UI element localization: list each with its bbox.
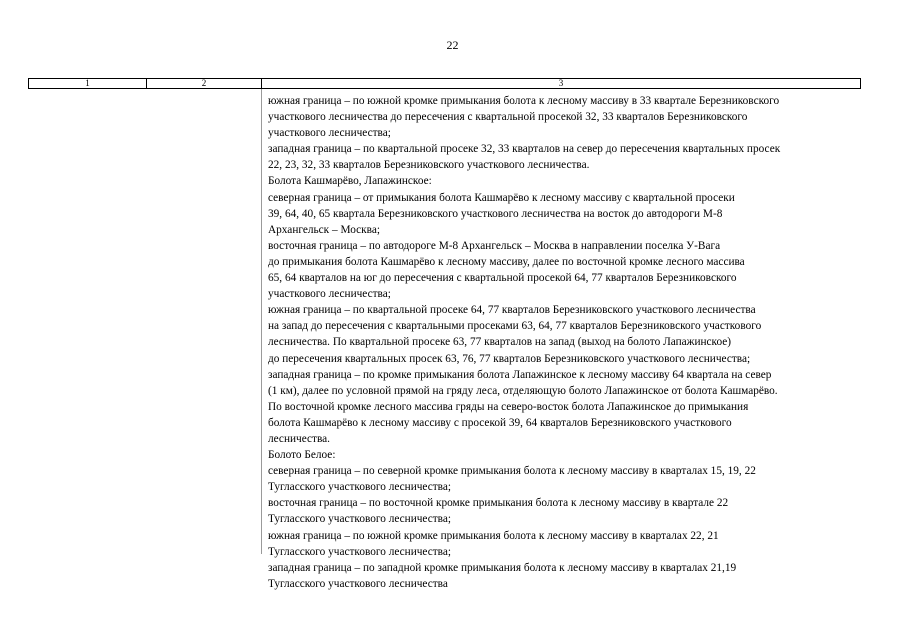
text-line: западная граница – по кромке примыкания болота Лапажинское к лесному массиву 64 квартала на север xyxy=(268,368,772,381)
text-line: до пересечения квартальных просек 63, 76, 77 кварталов Березниковского участкового лесничества; xyxy=(268,352,751,365)
table-header-col-1: 1 xyxy=(29,79,147,88)
text-line: лесничества. По квартальной просеке 63, 77 кварталов на запад (выход на болото Лапажинское) xyxy=(268,336,732,349)
table-header-col-3: 3 xyxy=(558,78,564,88)
page-number: 22 xyxy=(446,38,459,52)
text-line: Тугласского участкового лесничества; xyxy=(268,513,452,526)
text-line: западная граница – по западной кромке примыкания болота к лесному массиву в кварталах 21,19 xyxy=(268,561,737,574)
text-line: Болото Белое: xyxy=(268,449,336,462)
text-line: болота Кашмарёво к лесному массиву с просекой 39, 64 кварталов Березниковского участкового xyxy=(268,416,732,429)
text-line: Архангельск – Москва; xyxy=(268,223,380,236)
text-line: до примыкания болота Кашмарёво к лесному массиву, далее по восточной кромке лесного массива xyxy=(268,255,745,268)
text-line: Тугласского участкового лесничества; xyxy=(268,481,452,494)
text-line: южная граница – по квартальной просеке 64, 77 кварталов Березниковского участкового лесничества xyxy=(268,304,756,317)
text-line: 65, 64 кварталов на юг до пересечения с квартальной просекой 64, 77 кварталов Березниковского xyxy=(268,272,737,285)
text-line: южная граница – по южной кромке примыкания болота к лесному массиву в кварталах 22, 21 xyxy=(268,529,719,542)
text-line: восточная граница – по восточной кромке примыкания болота к лесному массиву в квартале 22 xyxy=(268,497,729,510)
boundary-description-text xyxy=(268,93,863,592)
text-line: участкового лесничества до пересечения с квартальной просекой 32, 33 кварталов Березниковского xyxy=(268,111,748,124)
text-line: участкового лесничества; xyxy=(268,288,391,301)
text-line: лесничества. xyxy=(268,432,330,445)
text-line: (1 км), далее по условной прямой на гряду леса, отделяющую болото Лапажинское от болота Кашмарёво. xyxy=(268,384,778,397)
text-line: Болота Кашмарёво, Лапажинское: xyxy=(268,175,432,188)
table-header-col-2: 2 xyxy=(147,79,262,88)
text-line: участкового лесничества; xyxy=(268,127,391,140)
text-line: По восточной кромке лесного массива гряды на северо-восток болота Лапажинское до примыкания xyxy=(268,400,749,413)
text-line: южная граница – по южной кромке примыкания болота к лесному массиву в 33 квартале Березниковского xyxy=(268,95,780,107)
text-line: на запад до пересечения с квартальными просеками 63, 64, 77 кварталов Березниковского участкового xyxy=(268,320,762,333)
text-line: 22, 23, 32, 33 кварталов Березниковского участкового лесничества. xyxy=(268,159,590,172)
text-line: 39, 64, 40, 65 квартала Березниковского участкового лесничества на восток до автодороги М-8 xyxy=(268,207,723,220)
column-divider xyxy=(261,89,262,554)
table-header-row xyxy=(28,78,861,89)
text-line: северная граница – по северной кромке примыкания болота к лесному массиву в кварталах 15, 19, 22 xyxy=(268,465,756,478)
text-line: восточная граница – по автодорогe М-8 Архангельск – Москва в направлении поселка У-Вага xyxy=(268,239,721,252)
text-line: Тугласского участкового лесничества; xyxy=(268,545,452,558)
text-line: северная граница – от примыкания болота Кашмарёво к лесному массиву с квартальной просеки xyxy=(268,191,735,204)
text-line: западная граница – по квартальной просеке 32, 33 кварталов на север до пересечения квартальных просек xyxy=(268,143,781,156)
text-line: Тугласского участкового лесничества xyxy=(268,577,448,590)
